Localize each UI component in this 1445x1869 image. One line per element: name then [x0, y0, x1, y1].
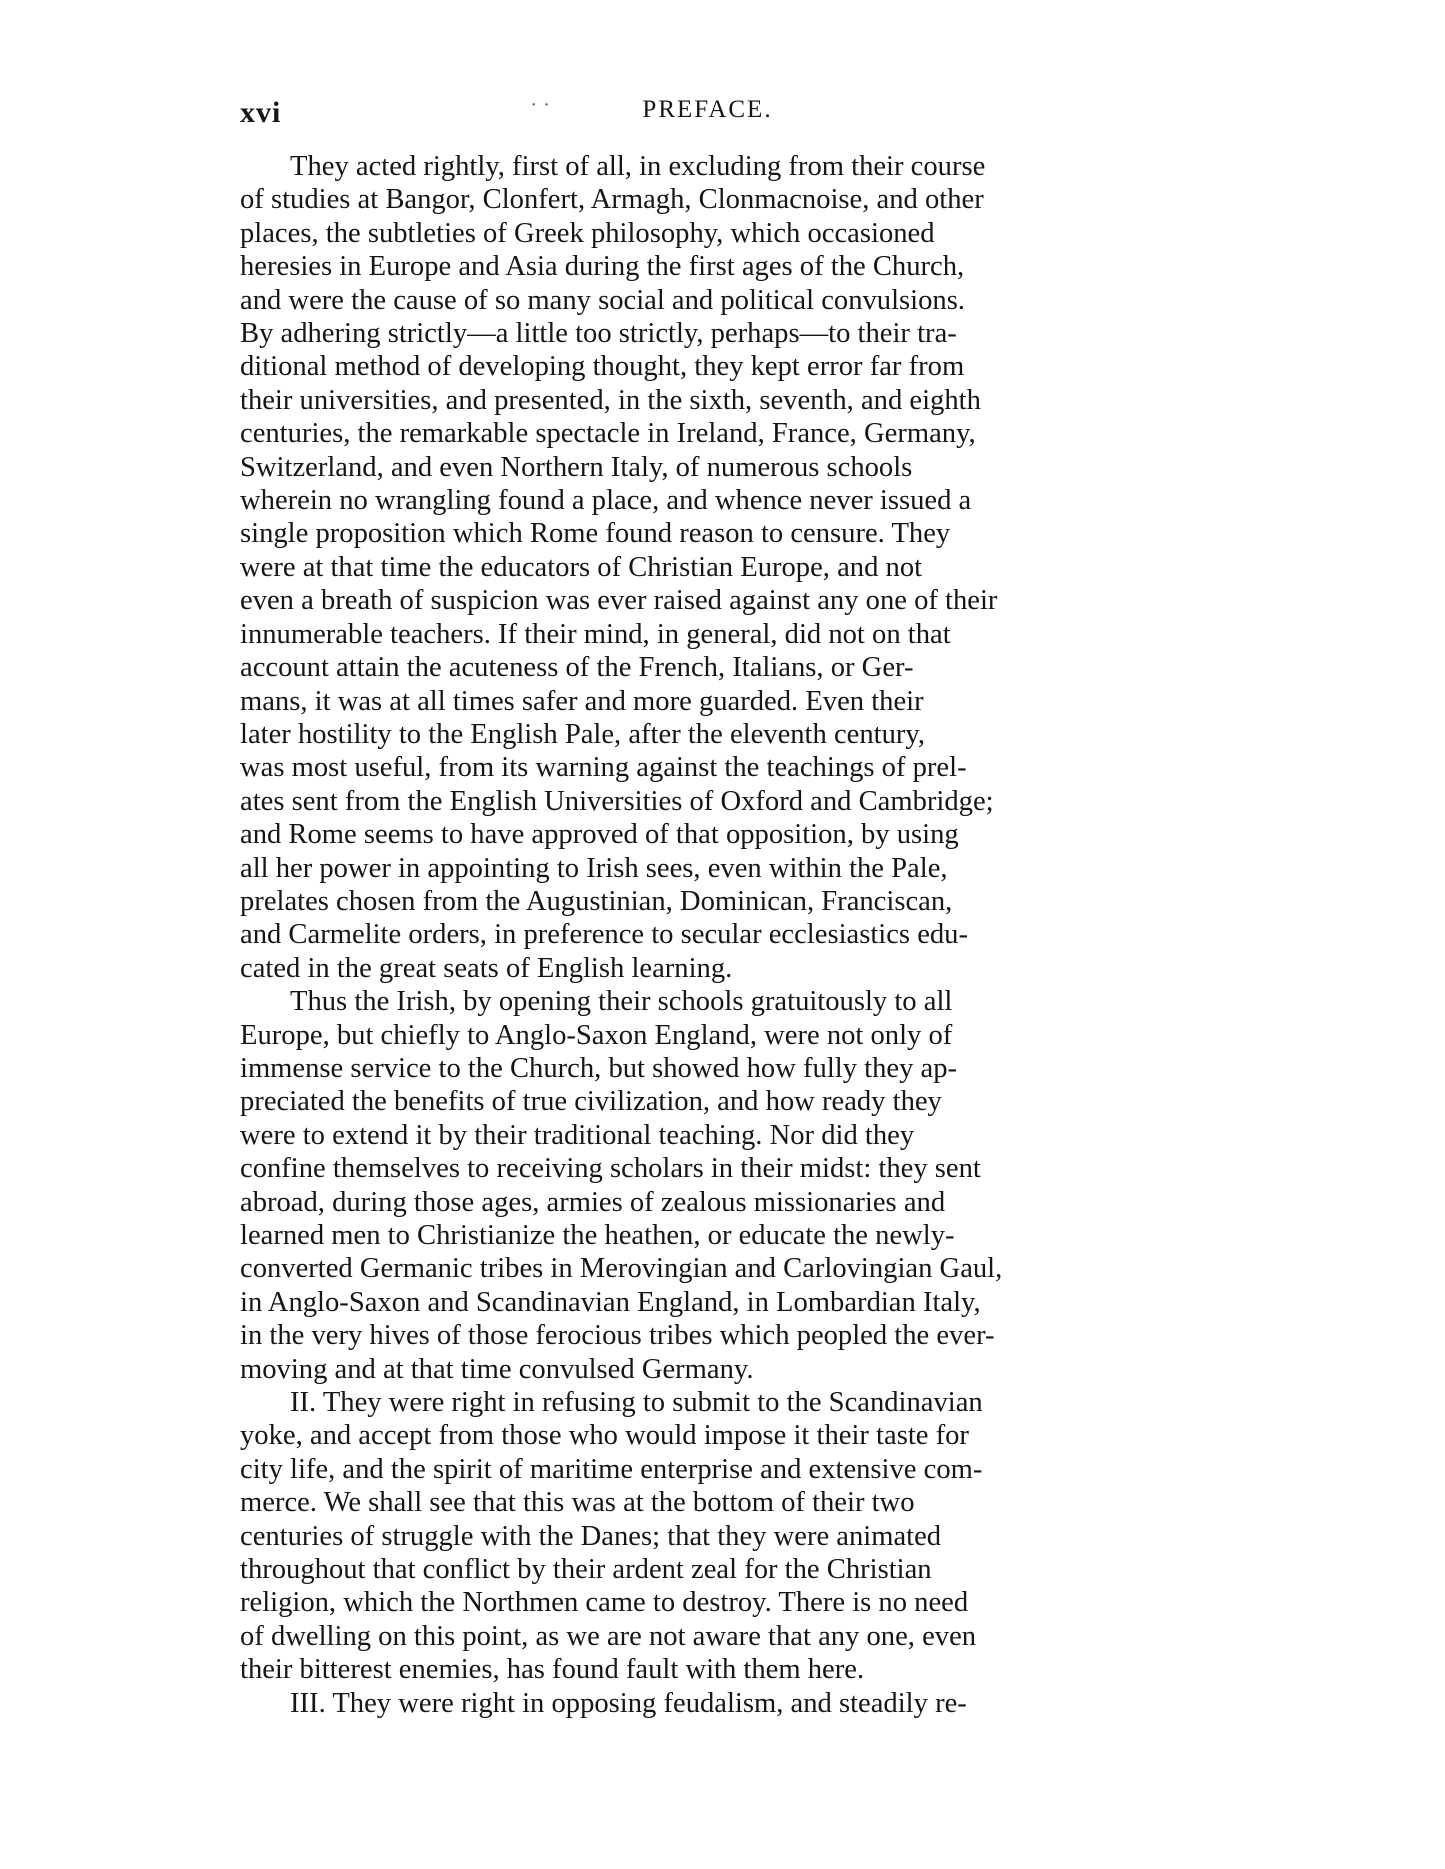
print-mark: ˙ ˙: [530, 98, 551, 123]
text-line: Europe, but chiefly to Anglo-Saxon England, were not only of: [240, 1019, 953, 1051]
text-line: mans, it was at all times safer and more guarded. Even their: [240, 685, 924, 717]
text-line: in Anglo-Saxon and Scandinavian England, in Lombardian Italy,: [240, 1286, 981, 1318]
text-line: were to extend it by their traditional teaching. Nor did they: [240, 1119, 915, 1151]
text-line: and Rome seems to have approved of that opposition, by using: [240, 819, 959, 851]
text-line: throughout that conflict by their ardent zeal for the Christian: [240, 1554, 932, 1586]
text-line: wherein no wrangling found a place, and whence never issued a: [240, 485, 972, 517]
text-line: heresies in Europe and Asia during the first ages of the Church,: [240, 251, 965, 283]
text-line: of studies at Bangor, Clonfert, Armagh, Clonmacnoise, and other: [240, 184, 984, 216]
text-line: III. They were right in opposing feudalism, and steadily re-: [290, 1687, 967, 1719]
text-line: converted Germanic tribes in Merovingian and Carlovingian Gaul,: [240, 1253, 1003, 1285]
paragraph: [240, 150, 1175, 985]
text-line: immense service to the Church, but showed how fully they ap-: [240, 1052, 958, 1084]
body-text: [240, 150, 1175, 1720]
text-line: yoke, and accept from those who would impose it their taste for: [240, 1420, 969, 1452]
text-line: city life, and the spirit of maritime enterprise and extensive com-: [240, 1453, 983, 1485]
running-title: PREFACE.: [642, 96, 773, 123]
text-line: abroad, during those ages, armies of zealous missionaries and: [240, 1186, 946, 1218]
text-line: all her power in appointing to Irish sees, even within the Pale,: [240, 852, 948, 884]
text-line: account attain the acuteness of the French, Italians, or Ger-: [240, 652, 914, 684]
text-line: and were the cause of so many social and political convulsions.: [240, 284, 965, 316]
text-line: preciated the benefits of true civilization, and how ready they: [240, 1086, 942, 1118]
text-line: learned men to Christianize the heathen, or educate the newly-: [240, 1220, 955, 1251]
text-line: confine themselves to receiving scholars in their midst: they sent: [240, 1153, 981, 1185]
paragraph: [240, 985, 1175, 1386]
paragraph: [240, 1687, 1175, 1720]
text-line: centuries, the remarkable spectacle in Ireland, France, Germany,: [240, 418, 976, 450]
text-line: II. They were right in refusing to submit to the Scandinavian: [290, 1387, 983, 1419]
text-line: cated in the great seats of English learning.: [240, 952, 733, 984]
text-line: in the very hives of those ferocious tribes which peopled the ever-: [240, 1320, 995, 1352]
text-line: prelates chosen from the Augustinian, Dominican, Franciscan,: [240, 885, 953, 917]
text-line: single proposition which Rome found reason to censure. They: [240, 518, 951, 550]
text-line: merce. We shall see that this was at the bottom of their two: [240, 1487, 915, 1519]
text-line: innumerable teachers. If their mind, in general, did not on that: [240, 618, 951, 650]
text-line: By adhering strictly—a little too strictly, perhaps—to their tra-: [240, 318, 957, 350]
text-line: Thus the Irish, by opening their schools gratuitously to all: [290, 986, 953, 1018]
text-line: and Carmelite orders, in preference to secular ecclesiastics edu-: [240, 919, 968, 951]
text-line: centuries of struggle with the Danes; that they were animated: [240, 1520, 942, 1552]
text-line: their universities, and presented, in the sixth, seventh, and eighth: [240, 384, 981, 416]
paragraph: [240, 1386, 1175, 1687]
text-line: of dwelling on this point, as we are not aware that any one, even: [240, 1620, 977, 1652]
running-head: [240, 96, 1175, 130]
text-line: moving and at that time convulsed Germany.: [240, 1353, 754, 1385]
text-line: places, the subtleties of Greek philosophy, which occasioned: [240, 217, 935, 249]
text-line: was most useful, from its warning against the teachings of prel-: [240, 752, 967, 784]
text-line: their bitterest enemies, has found fault with them here.: [240, 1654, 865, 1686]
text-line: ates sent from the English Universities of Oxford and Cambridge;: [240, 785, 994, 817]
text-line: later hostility to the English Pale, after the eleventh century,: [240, 718, 925, 750]
page-number: xvi: [240, 96, 282, 129]
text-line: They acted rightly, first of all, in excluding from their course: [290, 151, 986, 182]
text-line: ditional method of developing thought, they kept error far from: [240, 351, 965, 383]
text-line: even a breath of suspicion was ever raised against any one of their: [240, 585, 998, 617]
text-line: religion, which the Northmen came to destroy. There is no need: [240, 1587, 969, 1619]
text-line: were at that time the educators of Christian Europe, and not: [240, 551, 923, 583]
text-line: Switzerland, and even Northern Italy, of numerous schools: [240, 451, 913, 483]
